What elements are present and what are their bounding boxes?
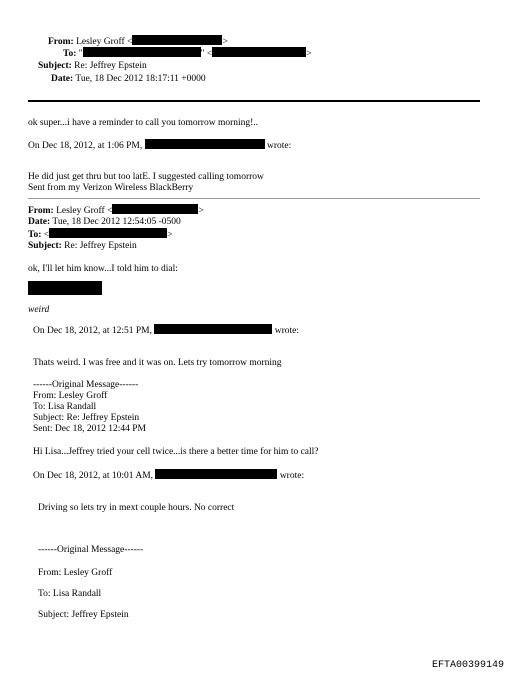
redaction-block	[28, 281, 102, 295]
quoted-to-value: <	[43, 230, 50, 240]
quoted-date-value: Tue, 18 Dec 2012 12:54:05 -0500	[52, 217, 181, 227]
orig-sent: Sent: Dec 18, 2012 12:44 PM	[33, 424, 146, 434]
wrote-suffix: wrote:	[279, 471, 305, 481]
message-line: ok super...i have a reminder to call you tomorrow morning!..	[28, 118, 259, 128]
header-date-label: Date:	[51, 74, 74, 84]
quote-divider	[28, 198, 480, 199]
header-divider	[28, 100, 480, 102]
header-subject-label: Subject:	[38, 61, 72, 71]
message-line: weird	[28, 305, 50, 315]
redaction-block	[49, 228, 167, 238]
redaction-block	[212, 47, 306, 57]
redaction-block	[155, 469, 277, 479]
quoted-from-value: Lesley Groff <	[56, 206, 113, 216]
header-gt: >	[222, 37, 228, 47]
orig-subject: Subject: Re: Jeffrey Epstein	[33, 413, 140, 423]
quoted-date-label: Date:	[28, 217, 51, 227]
redaction-block	[83, 47, 201, 57]
reply-line: Sent from my Verizon Wireless BlackBerry	[28, 183, 194, 193]
quoted-subject	[28, 240, 137, 252]
quoted-date	[28, 216, 181, 228]
wrote-line-2	[33, 324, 299, 337]
orig-separator: ------Original Message------	[33, 380, 139, 390]
orig-separator: ------Original Message------	[38, 545, 144, 555]
quoted-to-label: To:	[28, 230, 42, 240]
message-line: Driving so lets try in mext couple hours. No correct	[38, 503, 235, 513]
wrote-prefix: On Dec 18, 2012, at 1:06 PM,	[28, 141, 143, 151]
wrote-prefix: On Dec 18, 2012, at 10:01 AM,	[33, 471, 154, 481]
orig-subject: Subject: Jeffrey Epstein	[38, 610, 129, 620]
wrote-line-1	[28, 139, 291, 152]
wrote-suffix: wrote:	[274, 326, 300, 336]
header-gt: >	[198, 206, 204, 216]
wrote-line-3	[33, 469, 304, 482]
header-to	[63, 47, 312, 60]
redaction-block	[112, 204, 198, 214]
header-gt: >	[306, 49, 312, 59]
orig-from: From: Lesley Groff	[38, 568, 113, 578]
header-from-label: From:	[48, 37, 74, 47]
quoted-subject-label: Subject:	[28, 241, 62, 251]
header-subject-value: Re: Jeffrey Epstein	[74, 61, 147, 71]
wrote-prefix: On Dec 18, 2012, at 12:51 PM,	[33, 326, 153, 336]
orig-from: From: Lesley Groff	[33, 391, 108, 401]
bates-number: EFTA00399149	[431, 660, 504, 671]
header-date	[51, 73, 206, 85]
redaction-block	[154, 324, 272, 334]
message-line: ok, I'll let him know...I told him to dial:	[28, 264, 178, 274]
orig-to: To: Lisa Randall	[38, 589, 102, 599]
header-to-label: To:	[63, 49, 77, 59]
redaction-block	[132, 35, 222, 45]
header-gt: >	[167, 230, 173, 240]
header-subject	[38, 60, 147, 72]
header-to-value: "	[78, 49, 83, 59]
header-from-value: Lesley Groff <	[76, 37, 133, 47]
quoted-subject-value: Re: Jeffrey Epstein	[64, 241, 137, 251]
message-line: Hi Lisa...Jeffrey tried your cell twice...is there a better time for him to call?	[33, 447, 319, 457]
quoted-from-label: From:	[28, 206, 54, 216]
wrote-suffix: wrote:	[267, 141, 292, 151]
reply-line: He did just get thru but too latE. I suggested calling tomorrow	[28, 172, 264, 182]
orig-to: To: Lisa Randall	[33, 402, 97, 412]
redaction-block	[145, 139, 265, 149]
header-to-mid: " <	[200, 49, 213, 59]
header-date-value: Tue, 18 Dec 2012 18:17:11 +0000	[75, 74, 206, 84]
message-line: Thats weird. I was free and it was on. Lets try tomorrow morning	[33, 358, 282, 368]
